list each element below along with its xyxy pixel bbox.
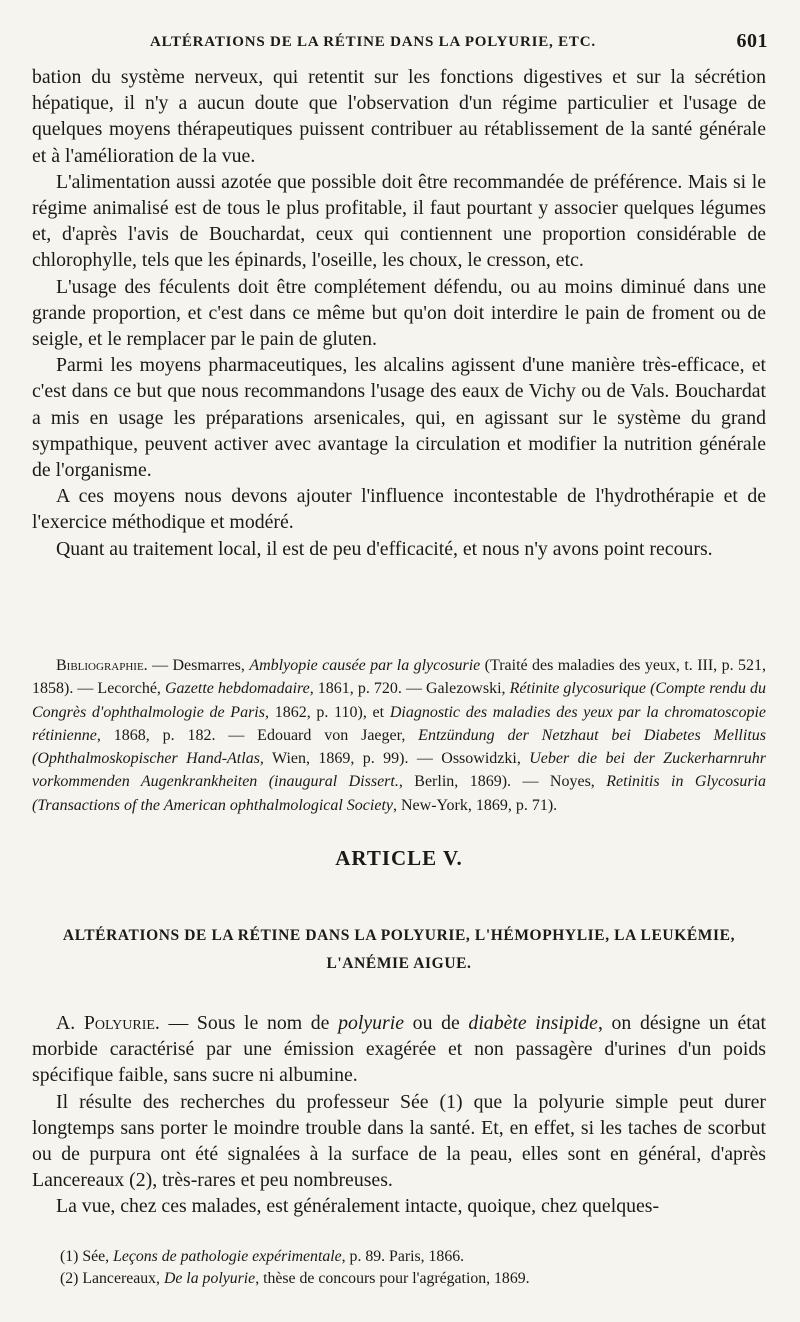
term-diabete-insipide: diabète insipide bbox=[468, 1012, 598, 1034]
bibliography-lead: Bibliographie. bbox=[56, 657, 148, 674]
bib-title: Rétinite glycosurique (Compte rendu du Congrès d'ophthalmologie de Paris bbox=[32, 680, 766, 721]
term-polyurie: polyurie bbox=[338, 1012, 405, 1034]
main-text bbox=[32, 64, 766, 562]
page-number: 601 bbox=[736, 30, 768, 52]
article-title-line1: ALTÉRATIONS DE LA RÉTINE DANS LA POLYURIE, L'HÉMOPHYLIE, LA LEUKÉMIE, bbox=[62, 927, 736, 944]
bib-text: , Berlin, 1869). — Noyes, bbox=[398, 773, 607, 791]
page-header bbox=[32, 30, 768, 54]
text-span: — Sous le nom de bbox=[159, 1012, 339, 1034]
bib-text: , 1862, p. 110), et bbox=[264, 703, 390, 721]
text-span: ou de bbox=[404, 1012, 469, 1034]
footnote-text: , thèse de concours pour l'agrégation, 1869. bbox=[255, 1270, 530, 1287]
footnote-2 bbox=[60, 1268, 750, 1290]
bib-title: Ueber die bei der Zuckerharnruhr vorkommenden Augenkrankheiten (inaugural Dissert. bbox=[32, 750, 767, 791]
footnote-marker: (1) Sée, bbox=[60, 1248, 114, 1265]
bibliography bbox=[32, 654, 766, 817]
bib-text: , New-York, 1869, p. 71). bbox=[393, 796, 558, 814]
section-lead: A. Polyurie. bbox=[56, 1012, 160, 1034]
footnote-1 bbox=[60, 1246, 750, 1268]
footnote-title: Leçons de pathologie expérimentale bbox=[113, 1248, 342, 1265]
paragraph-pharmaceutiques: Parmi les moyens pharmaceutiques, les alcalins agissent d'une manière très-efficace, et c'est dans ce but que nous recommandons l'usage des eaux de Vichy ou de Vals. Bouchardat a mis en usage les préparations arsenicales, qui, en agissant sur le système du grand sympathique, peuvent activer avec avantage la circulation et modifier la nutrition générale de l'organisme. bbox=[32, 354, 766, 482]
bib-title: Retinitis in Glycosuria (Transactions of the American ophthalmological Society bbox=[32, 773, 767, 814]
paragraph-polyurie-definition bbox=[32, 1010, 766, 1089]
bib-text: (Traité des maladies des yeux, t. III, p. 521, 1858). — Lecorché, bbox=[32, 657, 766, 698]
running-title: ALTÉRATIONS DE LA RÉTINE DANS LA POLYURIE, ETC. bbox=[150, 34, 596, 50]
bib-text: , 1861, p. 720. — Galezowski, bbox=[309, 680, 510, 698]
text-span: , on désigne un état morbide caractérisé par une émission exagérée et non passagère d'urines d'un poids spécifique faible, sans sucre ni albumine. bbox=[32, 1012, 766, 1087]
paragraph-continuation: bation du système nerveux, qui retentit sur les fonctions digestives et sur la sécrétion hépatique, il n'y a aucun doute que l'observation d'un régime particulier et l'usage de quelques moyens thérapeutiques puissent contribuer au rétablissement de la santé générale et à l'amélioration de la vue. bbox=[32, 66, 766, 167]
footnote-title: De la polyurie bbox=[163, 1270, 256, 1287]
article-title bbox=[32, 922, 766, 978]
bib-text: — Desmarres, bbox=[147, 657, 250, 674]
bib-text: , 1868, p. 182. — Edouard von Jaeger, bbox=[96, 726, 419, 744]
paragraph-alimentation: L'alimentation aussi azotée que possible doit être recommandée de préférence. Mais si le régime animalisé est de tous le plus profitable, il faut pourtant y associer quelques légumes et, d'après l'avis de Bouchardat, ceux qui contiennent une proportion considérable de chlorophylle, tels que les épinards, l'oseille, les choux, le cresson, etc. bbox=[32, 170, 766, 272]
bib-title: Amblyopie causée par la glycosurie bbox=[249, 657, 481, 674]
footnote-text: , p. 89. Paris, 1866. bbox=[341, 1248, 465, 1265]
paragraph-feculents: L'usage des féculents doit être complétement défendu, ou au moins diminué dans une grande proportion, et c'est dans ce même but qu'on doit interdire le pain de froment ou de seigle, et le remplacer par le pain de gluten. bbox=[32, 275, 766, 351]
article-heading: ARTICLE V. bbox=[335, 846, 463, 870]
paragraph-see: Il résulte des recherches du professeur Sée (1) que la polyurie simple peut durer longtemps sans porter le moindre trouble dans la santé. Et, en effet, si les taches de scorbut ou de purpura ont été signalées à la surface de la peau, elles sont en général, d'après Lancereaux (2), très-rares et peu nombreuses. bbox=[32, 1090, 766, 1192]
paragraph-hydrotherapie: A ces moyens nous devons ajouter l'influence incontestable de l'hydrothérapie et de l'exercice méthodique et modéré. bbox=[32, 485, 766, 534]
bib-title: Entzündung der Netzhaut bei Diabetes Mellitus (Ophthalmoskopischer Hand-Atlas bbox=[32, 726, 766, 768]
bib-title: Diagnostic des maladies des yeux par la chromatoscopie rétinienne bbox=[32, 703, 767, 744]
article-title-line2: L'ANÉMIE AIGUE. bbox=[326, 955, 472, 972]
paragraph-traitement-local: Quant au traitement local, il est de peu d'efficacité, et nous n'y avons point recours. bbox=[56, 537, 713, 560]
paragraph-vue: La vue, chez ces malades, est généralement intacte, quoique, chez quelques- bbox=[56, 1195, 660, 1218]
bib-text: , Wien, 1869, p. 99). — Ossowidzki, bbox=[259, 750, 530, 768]
footnotes bbox=[60, 1246, 750, 1290]
section-text bbox=[32, 1010, 766, 1220]
footnote-marker: (2) Lancereaux, bbox=[60, 1270, 164, 1287]
bib-title: Gazette hebdomadaire bbox=[164, 680, 310, 698]
